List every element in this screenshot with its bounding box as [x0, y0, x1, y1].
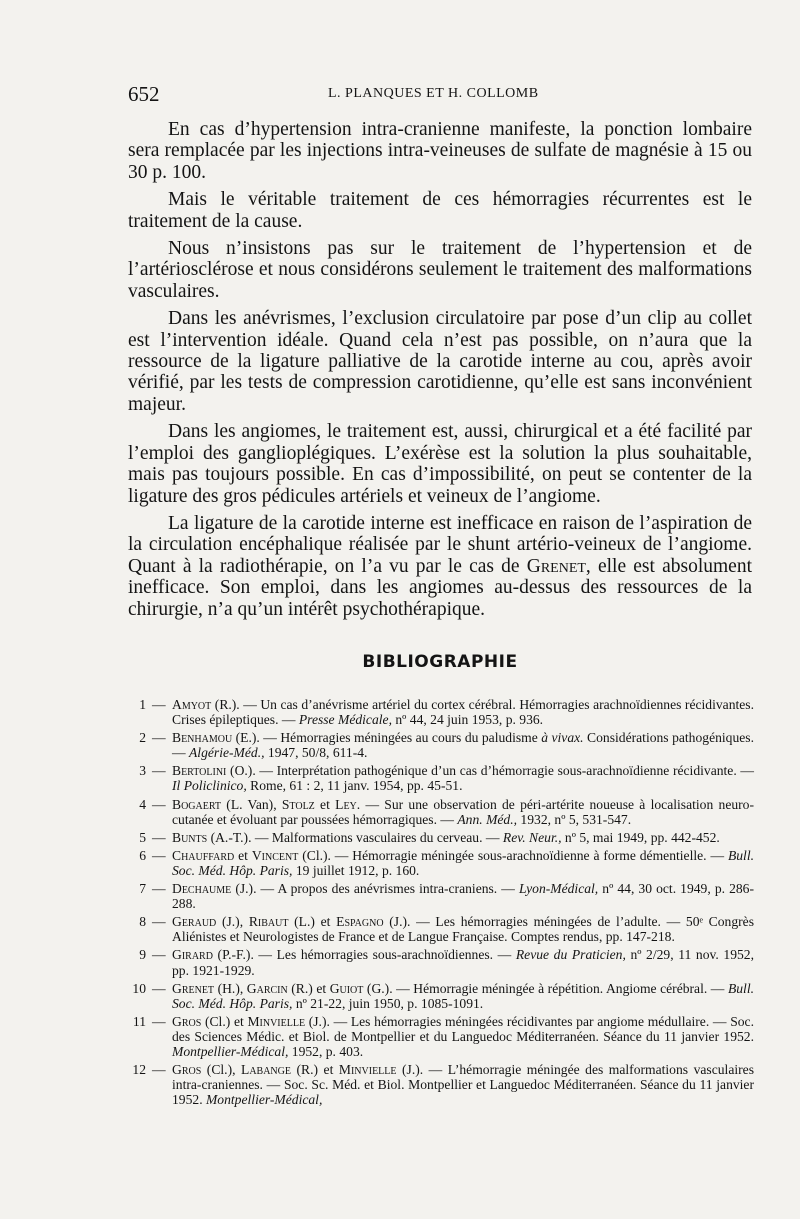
entry-text: nº 5, mai 1949, pp. 442-452. [561, 829, 720, 845]
entry-text: (R.) et [287, 980, 330, 996]
entry-text: (G.). — Hémorragie méningée à répétition. Angiome cérébral. — [363, 980, 728, 996]
entry-text: (O.). — Interprétation pathogénique d’un cas d’hémorragie sous-arachnoïdienne récidivante. — [226, 763, 754, 779]
entry-text: 1947, 50/8, 611-4. [264, 745, 368, 761]
journal-title: Montpellier-Médical, [205, 1092, 323, 1108]
bibliography-title: BIBLIOGRAPHIE [362, 652, 518, 672]
journal-title: Il Policlinico, [172, 778, 247, 794]
journal-title: Algérie-Méd., [189, 745, 265, 761]
entry-text: (J.). — Les hémorragies méningées de l’adulte. — 50ᵉ Congrès Aliénistes et Neurologistes de France et de Langue Française. Comptes rendus, pp. 147-218. [172, 914, 754, 945]
entry-text: (P.-F.). — Les hémorragies sous-arachnoïdiennes. — [212, 947, 516, 963]
entry-text: Considérations pathogéniques. — [172, 730, 754, 761]
author-name: Gros [172, 1062, 202, 1078]
author-name: Chauffard [172, 847, 235, 863]
entry-text: (L.) et [288, 914, 337, 930]
entry-text: nº 21-22, juin 1950, p. 1085-1091. [292, 995, 484, 1011]
entry-text: nº 44, 30 oct. 1949, p. 286-288. [172, 881, 754, 912]
bibliography-entry [132, 830, 754, 845]
author-name: Gros [172, 1013, 202, 1029]
paragraph-text: La ligature de la carotide interne est inefficace en raison de l’aspiration de la circulation encéphalique réalisée par le shunt artério-veineux de l’angiome. Quant à la radiothérapie, on l’a vu par le cas de [128, 512, 752, 577]
entry-text: 19 juillet 1912, p. 160. [292, 862, 420, 878]
entry-dash: — [152, 847, 166, 863]
bibliography-entry [132, 730, 754, 760]
paragraph: Dans les angiomes, le traitement est, aussi, chirurgical et a été facilité par l’emploi des ganglioplégiques. L’exérèse est la solution la plus souhaitable, mais pas toujours possible. En cas d’impossibilité, on peut se contenter de la ligature des gros pédicules artériels et veineux de l’angiome. [128, 421, 752, 507]
entry-dash: — [152, 881, 166, 897]
author-name: Guiot [329, 980, 364, 996]
paragraph: Dans les anévrismes, l’exclusion circulatoire par pose d’un clip au collet est l’intervention idéale. Quand cela n’est pas possible, on n’aura que la ressource de la ligature palliative de la carotide interne au cou, après avoir vérifié, par les tests de compression carotidienne, qu’elle est sans inconvénient majeur. [128, 308, 752, 415]
entry-text: 1952, p. 403. [288, 1043, 364, 1059]
entry-text: Rome, 61 : 2, 11 janv. 1954, pp. 45-51. [246, 778, 463, 794]
journal-title: Bull. Soc. Méd. Hôp. Paris, [172, 980, 754, 1011]
entry-number: 4 [139, 796, 146, 812]
entry-text: (E.). — Hémorragies méningées au cours du paludisme [232, 730, 542, 746]
entry-dash: — [152, 1013, 166, 1029]
entry-dash: — [152, 914, 166, 930]
entry-number: 8 [139, 914, 146, 930]
author-name: Grenet [172, 980, 215, 996]
entry-text: (L. Van), [221, 796, 282, 812]
author-name: Bunts [172, 829, 208, 845]
bibliography-entry [132, 1014, 754, 1059]
author-name: Labange [241, 1062, 291, 1078]
author-name: Amyot [172, 697, 212, 712]
author-name: Grenet [526, 555, 586, 577]
paragraph [128, 513, 752, 620]
paragraph: En cas d’hypertension intra-cranienne manifeste, la ponction lombaire sera remplacée par les injections intra-veineuses de sulfate de magnésie à 15 ou 30 p. 100. [128, 119, 752, 183]
journal-title: Lyon-Médical, [518, 881, 599, 897]
entry-text: et [234, 847, 252, 863]
bibliography-entry [132, 881, 754, 911]
page-number: 652 [128, 82, 160, 106]
bibliography-list [132, 697, 754, 1110]
author-name: Espagno [336, 914, 384, 930]
running-head: L. PLANQUES ET H. COLLOMB [328, 86, 539, 101]
entry-text: . — Sur une observation de péri-artérite noueuse à localisation neuro-cutanée et évoluant par poussées hémorragiques. — [172, 796, 755, 827]
bibliography-entry [132, 697, 754, 727]
author-name: Geraud [172, 914, 217, 930]
journal-title: Rev. Neur., [502, 829, 562, 845]
entry-text: nº 44, 24 juin 1953, p. 936. [391, 712, 544, 728]
entry-number: 10 [132, 980, 146, 996]
author-name: Girard [172, 947, 213, 963]
entry-dash: — [152, 796, 166, 812]
author-name: Garcin [246, 980, 288, 996]
bibliography-entry [132, 947, 754, 977]
entry-dash: — [152, 980, 166, 996]
journal-title: à vivax. [541, 730, 584, 746]
journal-title: Bull. Soc. Méd. Hôp. Paris, [172, 847, 755, 878]
entry-number: 2 [139, 730, 146, 746]
bibliography-entry [132, 981, 754, 1011]
entry-number: 7 [139, 881, 146, 897]
entry-text: (J.). — L’hémorragie méningée des malformations vasculaires intra-craniennes. — Soc. Sc. Méd. et Biol. Montpellier et Languedoc Méditerranéen. Séance du 11 janvier 1952. [172, 1062, 754, 1108]
entry-text: (A.-T.). — Malformations vasculaires du cerveau. — [207, 829, 503, 845]
entry-text: (R.). — Un cas d’anévrisme artériel du cortex cérébral. Hémorragies arachnoïdiennes récidivantes. Crises épileptiques. — [172, 697, 754, 728]
entry-dash: — [152, 697, 166, 712]
journal-title: Revue du Praticien, [515, 947, 626, 963]
author-name: Dechaume [172, 881, 232, 897]
entry-number: 3 [139, 763, 146, 779]
bibliography-entry [132, 797, 754, 827]
paragraph: Mais le véritable traitement de ces hémorragies récurrentes est le traitement de la cause. [128, 189, 752, 232]
author-name: Minvielle [338, 1062, 397, 1078]
entry-text: 1932, nº 5, 531-547. [517, 811, 632, 827]
author-name: Vincent [251, 847, 299, 863]
author-name: Benhamou [172, 730, 233, 746]
author-name: Bogaert [172, 796, 222, 812]
entry-dash: — [152, 763, 166, 779]
entry-text: (Cl.) et [201, 1013, 248, 1029]
entry-text: (J.). — A propos des anévrismes intra-craniens. — [231, 881, 519, 897]
entry-dash: — [152, 947, 166, 963]
entry-number: 6 [139, 847, 146, 863]
entry-text: nº 2/29, 11 nov. 1952, pp. 1921-1929. [172, 947, 754, 978]
entry-text: (Cl.), [201, 1062, 242, 1078]
entry-text: (R.) et [290, 1062, 339, 1078]
paragraph: Nous n’insistons pas sur le traitement de l’hypertension et de l’artériosclérose et nous considérons seulement le traitement des malformations vasculaires. [128, 238, 752, 302]
entry-number: 9 [139, 947, 146, 963]
entry-text: (J.). — Les hémorragies méningées récidivantes par angiome médullaire. — Soc. des Sciences Médic. et Biol. de Montpellier et du Languedoc Méditerranéen. Séance du 11 janvier 1952. [172, 1013, 754, 1044]
journal-title: Ann. Méd., [457, 811, 518, 827]
body-text [128, 119, 752, 626]
entry-text: (H.), [214, 980, 247, 996]
entry-dash: — [152, 829, 166, 845]
author-name: Ribaut [248, 914, 289, 930]
entry-dash: — [152, 1062, 166, 1078]
paragraph-text: , elle est absolument inefficace. Son emploi, dans les angiomes au-dessus des ressources de la chirurgie, n’a qu’un intérêt psychothérapique. [128, 555, 752, 620]
entry-number: 1 [139, 697, 146, 712]
page-header [128, 82, 752, 108]
bibliography-entry [132, 848, 754, 878]
journal-title: Presse Médicale, [298, 712, 392, 728]
author-name: Bertolini [172, 763, 227, 779]
bibliography-entry [132, 1062, 754, 1107]
entry-text: et [314, 796, 336, 812]
entry-text: (J.), [216, 914, 249, 930]
entry-text: (Cl.). — Hémorragie méningée sous-arachnoïdienne à forme démentielle. — [298, 847, 728, 863]
author-name: Stolz [281, 796, 315, 812]
entry-number: 12 [132, 1062, 146, 1078]
entry-number: 11 [132, 1013, 146, 1029]
journal-title: Montpellier-Médical, [172, 1043, 289, 1059]
entry-number: 5 [139, 829, 146, 845]
bibliography-entry [132, 914, 754, 944]
bibliography-entry [132, 763, 754, 793]
author-name: Minvielle [247, 1013, 306, 1029]
author-name: Ley [335, 796, 357, 812]
entry-dash: — [152, 730, 166, 746]
